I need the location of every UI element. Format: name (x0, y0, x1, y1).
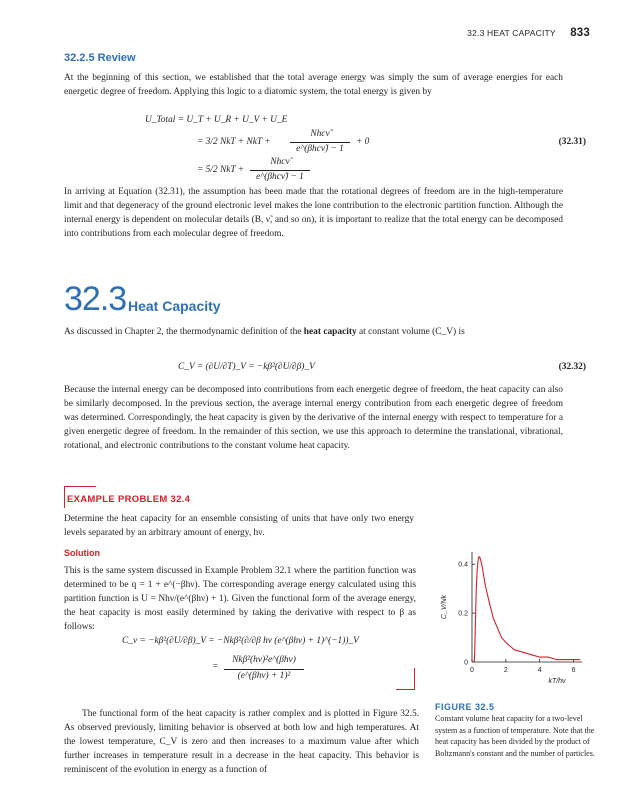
figure-label: FIGURE 32.5 (435, 702, 495, 712)
series-line (473, 557, 581, 662)
example-eq-numerator: Nkβ²(hν)²e^(βhν) (232, 655, 296, 665)
equation-number-32-31: (32.31) (558, 137, 586, 147)
example-end-marker-line (414, 668, 415, 690)
review-frac-numerator: Nhcν̃ (310, 129, 330, 139)
review-frac-denominator-2: e^(βhcν̃) − 1 (256, 172, 304, 182)
fraction-bar (250, 170, 310, 171)
review-eq-line1: U_Total = U_T + U_R + U_V + U_E (145, 115, 288, 125)
example-marker-line (64, 486, 65, 508)
y-tick-label: 0.2 (458, 610, 468, 618)
closing-paragraph: The functional form of the heat capacity is rather complex and is plotted in Figure 32.5. As observed previously, limiting behavior is observed at both low and high temperatures. At the lowest temperature, C_V is zero and then increases to a maximum value after which further increases in temperature result in a decrease in the heat capacity. This behavior is reminiscent of the evolution in energy as a function of (64, 709, 419, 775)
x-tick-label: 4 (537, 667, 542, 674)
review-after: In arriving at Equation (32.31), the assumption has been made that the rotational degrees of freedom are in the high-temperature limit and that degeneracy of the ground electronic level makes the lone contribution to the electronic partition function. Although the internal energy is dependent on molecular details (B, ν̃, and so on), it is important to realize that the total energy can be decomposed into contributions from each molecular degree of freedom. (64, 187, 563, 239)
section-number: 32.3 (64, 280, 127, 318)
example-eq-line1: C_v = −kβ²(∂U/∂β)_V = −Nkβ²(∂/∂β hν (e^(βhν) + 1)^(−1))_V (122, 636, 359, 646)
review-heading: 32.2.5 Review (64, 52, 136, 64)
section-intro-a: As discussed in Chapter 2, the thermodynamic definition of the (64, 327, 302, 337)
y-axis-label: C_V/Nk (441, 594, 448, 620)
example-eq-denominator: (e^(βhν) + 1)² (237, 671, 291, 681)
x-tick-label: 6 (571, 667, 576, 674)
section-intro (64, 325, 563, 339)
review-frac-numerator-2: Nhcν̃ (270, 157, 290, 167)
solution-text: This is the same system discussed in Example Problem 32.1 where the partition function was determined to be q = 1 + e^(−βhν). The corresponding average energy calculated using this partition function is U = Nhν/(e^(βhν) + 1). Given the functional form of the average energy, the heat capacity is most easily determined by taking the derivative with respect to β as follows: (64, 566, 416, 632)
example-problem: Determine the heat capacity for an ensemble consisting of units that have only two energy levels separated by an arbitrary amount of energy, hν. (64, 514, 414, 538)
fraction-bar (224, 669, 304, 670)
x-tick-label: 0 (470, 667, 474, 674)
running-head-section: 32.3 HEAT CAPACITY (467, 28, 556, 38)
fraction-bar (290, 142, 350, 143)
heat-capacity-chart (432, 540, 592, 700)
y-tick-label: 0 (464, 659, 468, 667)
page-number: 833 (570, 27, 590, 39)
x-axis-label: kT/hν (548, 678, 566, 685)
review-eq-line2: = 3/2 NkT + NkT + (197, 137, 271, 147)
section-body: Because the internal energy can be decomposed into contributions from each energetic degree of freedom, the heat capacity can also be similarly decomposed. In the previous section, the average internal energy contribution from each energetic degree of freedom was determined. Correspondingly, the heat capacity is given by the derivative of the internal energy with respect to temperature for a given energetic degree of freedom. In the remainder of this section, we use this approach to determine the translational, vibrational, rotational, and electronic contributions to the constant volume heat capacity. (64, 385, 563, 451)
review-intro: At the beginning of this section, we established that the total average energy was simply the sum of average energies for each energetic degree of freedom. Applying this logic to a diatomic system, the total energy is given by (64, 73, 563, 97)
example-eq-equals: = (212, 662, 219, 672)
running-head (467, 27, 590, 39)
review-eq-line3: = 5/2 NkT + (197, 165, 245, 175)
y-tick-label: 0.4 (458, 561, 468, 569)
solution-label: Solution (64, 548, 100, 558)
example-marker-top (64, 486, 96, 487)
example-title: EXAMPLE PROBLEM 32.4 (67, 494, 191, 505)
heat-capacity-equation: C_V = (∂U/∂T)_V = −kβ²(∂U/∂β)_V (178, 362, 315, 372)
equation-number-32-32: (32.32) (558, 362, 586, 372)
example-end-marker-bottom (396, 689, 415, 690)
section-intro-b: at constant volume (C_V) is (359, 327, 465, 337)
x-tick-label: 2 (503, 667, 508, 674)
section-title: Heat Capacity (128, 298, 221, 314)
heat-capacity-term: heat capacity (303, 327, 357, 337)
review-eq-tail: + 0 (356, 137, 370, 147)
review-frac-denominator: e^(βhcν̃) − 1 (296, 144, 344, 154)
figure-caption: Constant volume heat capacity for a two-level system as a function of temperature. Note that the heat capacity has been divided by the product of Boltzmann's constant and the number of particles. (435, 714, 595, 758)
